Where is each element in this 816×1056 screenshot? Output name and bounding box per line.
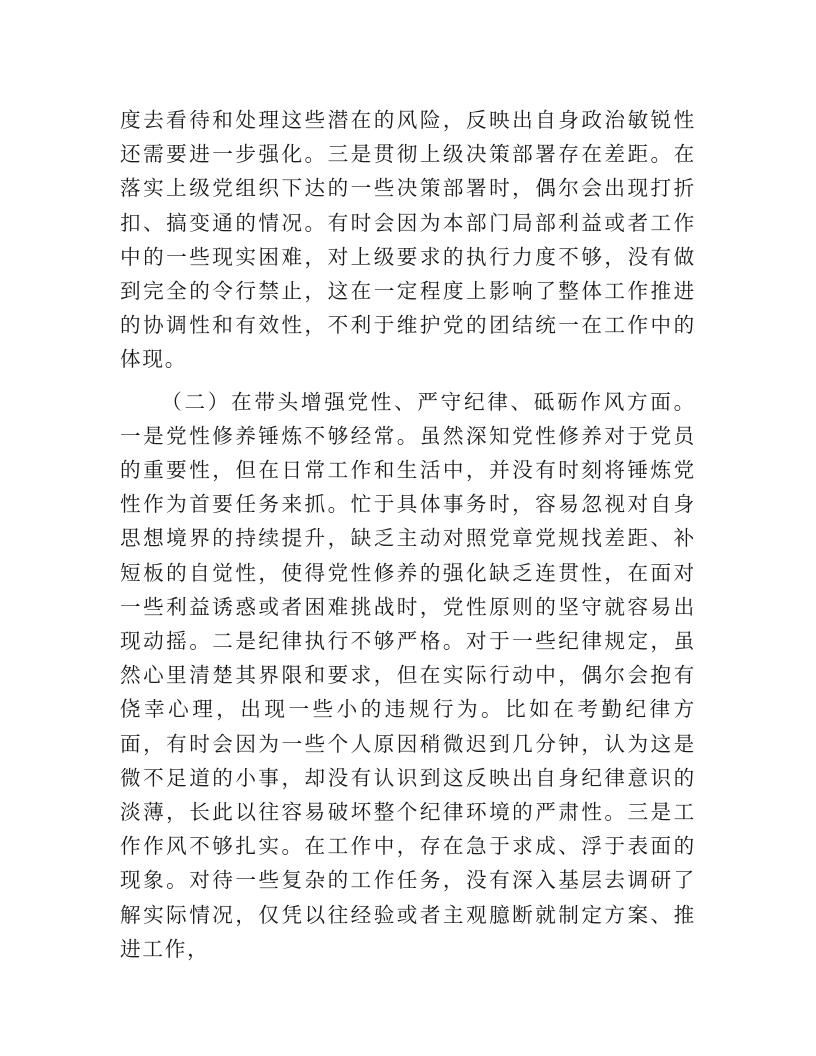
body-text (120, 103, 696, 966)
paragraph-continuation: 度去看待和处理这些潜在的风险，反映出自身政治敏锐性还需要进一步强化。三是贯彻上级决策部署存在差距。在落实上级党组织下达的一些决策部署时，偶尔会出现打折扣、搞变通的情况。有时会因为本部门局部利益或者工作中的一些现实困难，对上级要求的执行力度不够，没有做到完全的令行禁止，这在一定程度上影响了整体工作推进的协调性和有效性，不利于维护党的团结统一在工作中的体现。 (120, 108, 696, 372)
paragraph-section-two: （二）在带头增强党性、严守纪律、砥砺作风方面。一是党性修养锤炼不够经常。虽然深知党性修养对于党员的重要性，但在日常工作和生活中，并没有时刻将锤炼党性作为首要任务来抓。忙于具体事务时，容易忽视对自身思想境界的持续提升，缺乏主动对照党章党规找差距、补短板的自觉性，使得党性修养的强化缺乏连贯性，在面对一些利益诱惑或者困难挑战时，党性原则的坚守就容易出现动摇。二是纪律执行不够严格。对于一些纪律规定，虽然心里清楚其界限和要求，但在实际行动中，偶尔会抱有侥幸心理，出现一些小的违规行为。比如在考勤纪律方面，有时会因为一些个人原因稍微迟到几分钟，认为这是微不足道的小事，却没有认识到这反映出自身纪律意识的淡薄，长此以往容易破坏整个纪律环境的严肃性。三是工作作风不够扎实。在工作中，存在急于求成、浮于表面的现象。对待一些复杂的工作任务，没有深入基层去调研了解实际情况，仅凭以往经验或者主观臆断就制定方案、推进工作， (120, 389, 696, 961)
